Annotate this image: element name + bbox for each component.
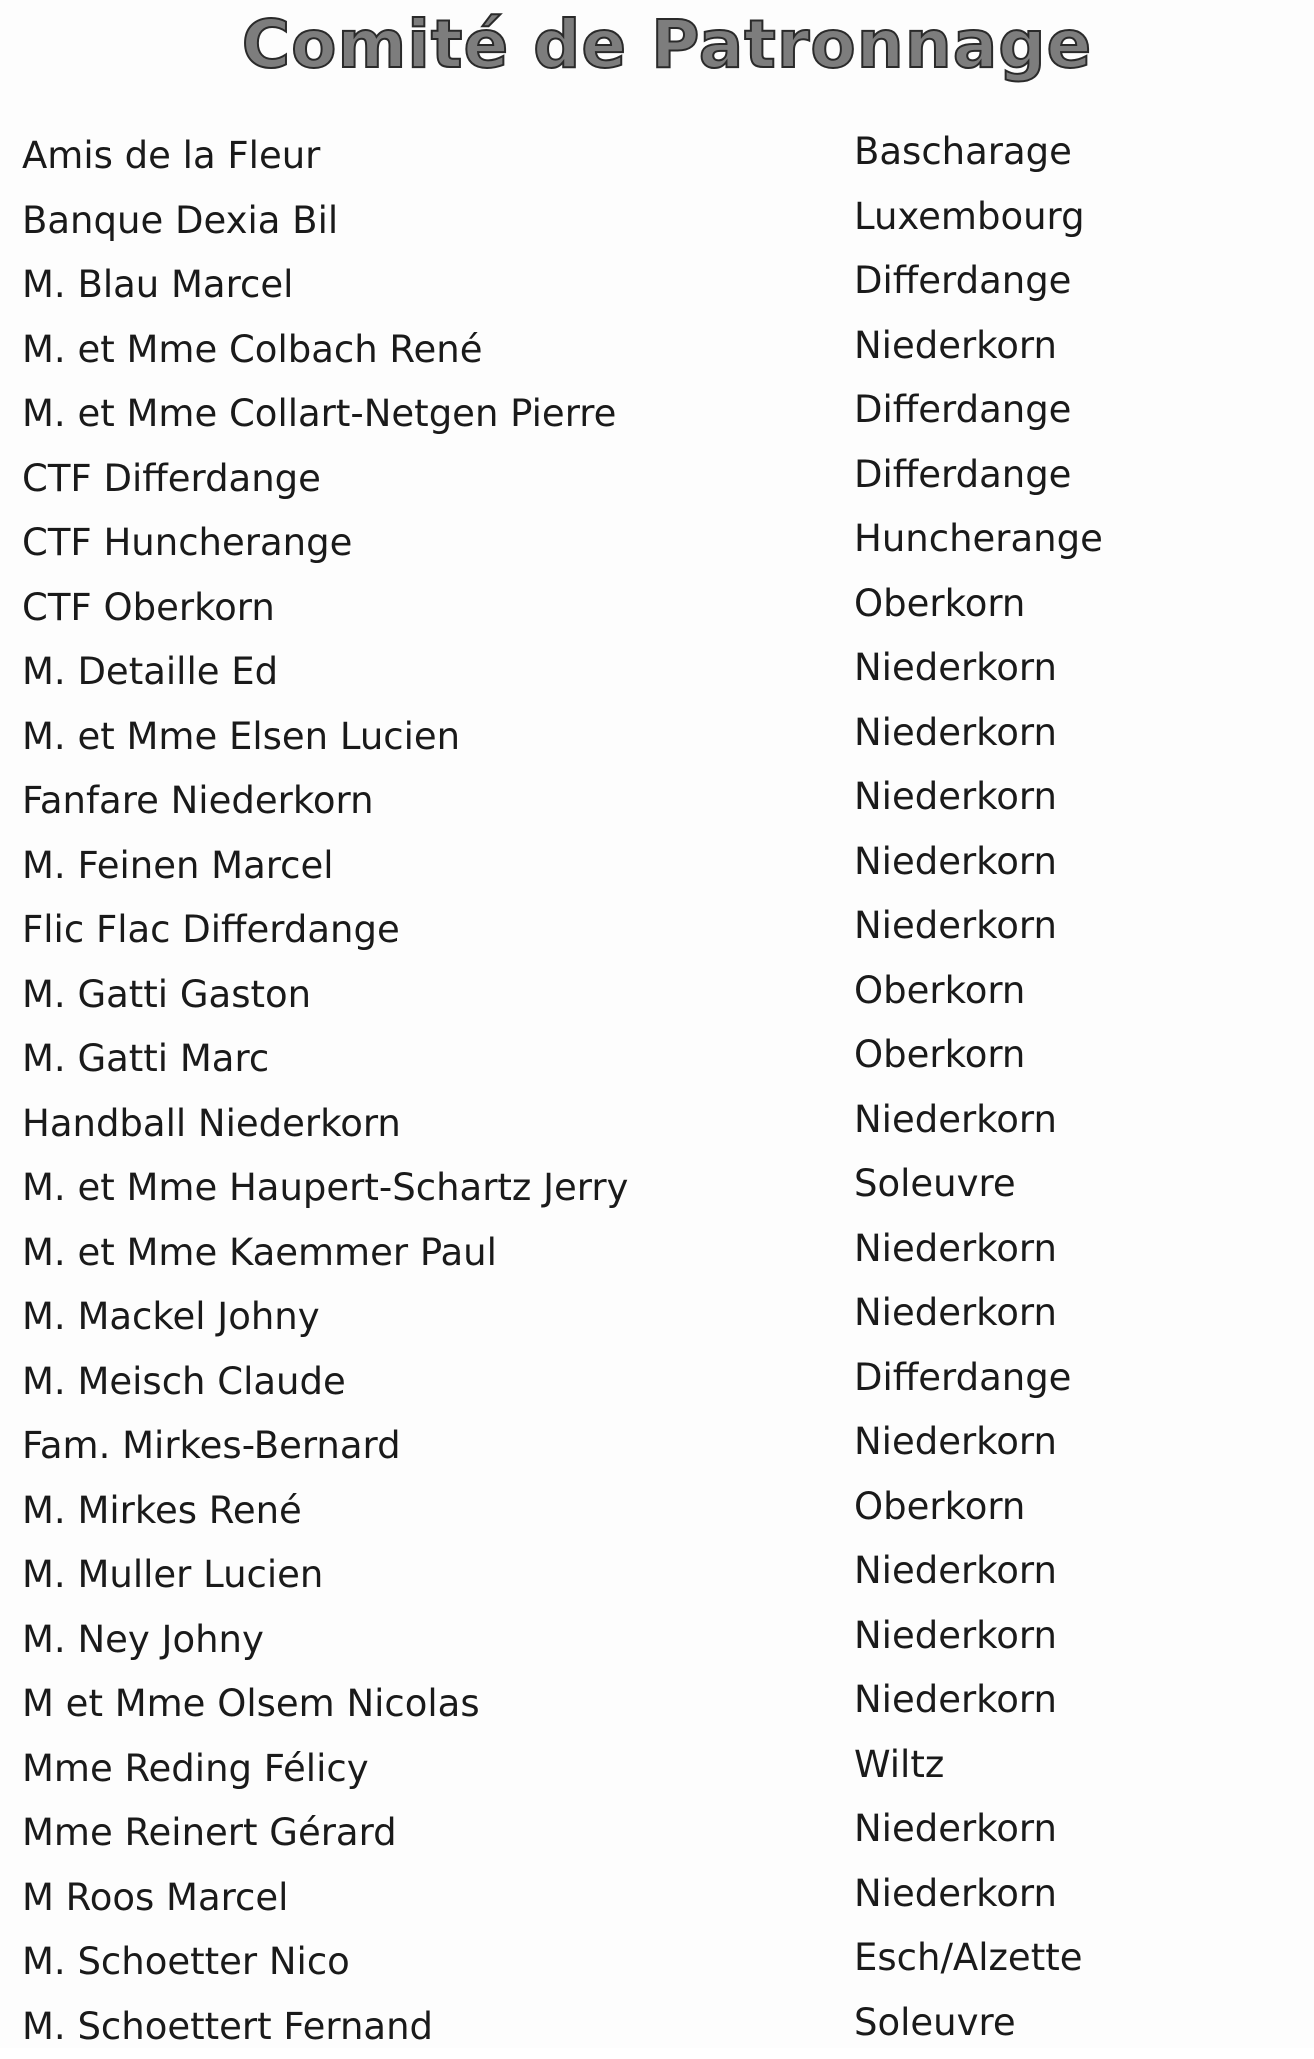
patron-city: Soleuvre xyxy=(854,1152,1016,1217)
patron-name: Handball Niederkorn xyxy=(22,1092,401,1157)
patron-city: Niederkorn xyxy=(854,1668,1057,1733)
patron-name: Fam. Mirkes-Bernard xyxy=(22,1414,401,1479)
page-title-text: Comité de Patronnage xyxy=(242,6,1093,83)
patron-name: Mme Reinert Gérard xyxy=(22,1801,397,1866)
patron-city: Niederkorn xyxy=(854,1410,1057,1475)
patron-city: Niederkorn xyxy=(854,1539,1057,1604)
patron-name: Fanfare Niederkorn xyxy=(22,769,374,834)
patron-name: Flic Flac Differdange xyxy=(22,898,400,963)
patron-city: Luxembourg xyxy=(854,185,1085,250)
list-item xyxy=(22,1737,1292,1802)
patron-city: Bascharage xyxy=(854,120,1072,185)
list-item xyxy=(22,1221,1292,1286)
patron-city: Niederkorn xyxy=(854,1281,1057,1346)
patron-name: CTF Oberkorn xyxy=(22,576,275,641)
patron-name: M. Detaille Ed xyxy=(22,640,278,705)
list-item xyxy=(22,1092,1292,1157)
list-item xyxy=(22,1027,1292,1092)
patron-city: Oberkorn xyxy=(854,959,1025,1024)
list-item xyxy=(22,705,1292,770)
patron-name: M. et Mme Elsen Lucien xyxy=(22,705,460,770)
patron-name: CTF Huncherange xyxy=(22,511,352,576)
list-item xyxy=(22,963,1292,1028)
patron-name: M Roos Marcel xyxy=(22,1866,288,1931)
patron-name: M. et Mme Haupert-Schartz Jerry xyxy=(22,1156,628,1221)
patron-name: M et Mme Olsem Nicolas xyxy=(22,1672,480,1737)
patron-city: Niederkorn xyxy=(854,1088,1057,1153)
patron-name: M. Gatti Marc xyxy=(22,1027,269,1092)
list-item xyxy=(22,189,1292,254)
list-item xyxy=(22,318,1292,383)
list-item xyxy=(22,1350,1292,1415)
patron-name: M. Schoetter Nico xyxy=(22,1930,350,1995)
patron-city: Niederkorn xyxy=(854,701,1057,766)
list-item xyxy=(22,1672,1292,1737)
patron-name: Amis de la Fleur xyxy=(22,124,320,189)
patron-city: Niederkorn xyxy=(854,1797,1057,1862)
patron-city: Niederkorn xyxy=(854,1862,1057,1927)
list-item xyxy=(22,447,1292,512)
patron-city: Niederkorn xyxy=(854,894,1057,959)
list-item xyxy=(22,769,1292,834)
patron-name: M. Mackel Johny xyxy=(22,1285,320,1350)
patron-city: Niederkorn xyxy=(854,1217,1057,1282)
patron-city: Niederkorn xyxy=(854,636,1057,701)
patron-city: Differdange xyxy=(854,378,1071,443)
patron-name: M. Mirkes René xyxy=(22,1479,302,1544)
page-title xyxy=(0,6,1314,83)
patron-name: M. Meisch Claude xyxy=(22,1350,346,1415)
patron-name: Banque Dexia Bil xyxy=(22,189,338,254)
patron-city: Oberkorn xyxy=(854,572,1025,637)
patron-city: Differdange xyxy=(854,443,1071,508)
list-item xyxy=(22,1801,1292,1866)
list-item xyxy=(22,640,1292,705)
patron-name: M. Feinen Marcel xyxy=(22,834,334,899)
patron-city: Huncherange xyxy=(854,507,1103,572)
patron-name: M. Muller Lucien xyxy=(22,1543,323,1608)
list-item xyxy=(22,1543,1292,1608)
patron-name: M. et Mme Colbach René xyxy=(22,318,482,383)
list-item xyxy=(22,1930,1292,1995)
patron-city: Differdange xyxy=(854,249,1071,314)
patron-city: Niederkorn xyxy=(854,830,1057,895)
patron-name: M. Ney Johny xyxy=(22,1608,264,1673)
patron-name: Mme Reding Félicy xyxy=(22,1737,369,1802)
list-item xyxy=(22,382,1292,447)
list-item xyxy=(22,124,1292,189)
patron-city: Oberkorn xyxy=(854,1475,1025,1540)
patron-city: Wiltz xyxy=(854,1733,944,1798)
patron-city: Differdange xyxy=(854,1346,1071,1411)
list-item xyxy=(22,576,1292,641)
list-item xyxy=(22,511,1292,576)
list-item xyxy=(22,1479,1292,1544)
list-item xyxy=(22,1608,1292,1673)
patron-city: Niederkorn xyxy=(854,314,1057,379)
list-item xyxy=(22,1414,1292,1479)
patron-name: M. Blau Marcel xyxy=(22,253,293,318)
list-item xyxy=(22,1866,1292,1931)
patron-name: M. et Mme Collart-Netgen Pierre xyxy=(22,382,616,447)
list-item xyxy=(22,253,1292,318)
patron-city: Soleuvre xyxy=(854,1991,1016,2056)
patron-list xyxy=(22,124,1292,2059)
patron-name: M. Gatti Gaston xyxy=(22,963,311,1028)
list-item xyxy=(22,834,1292,899)
list-item xyxy=(22,1995,1292,2059)
list-item xyxy=(22,1285,1292,1350)
patron-name: CTF Differdange xyxy=(22,447,321,512)
list-item xyxy=(22,1156,1292,1221)
patron-city: Esch/Alzette xyxy=(854,1926,1082,1991)
patron-name: M. Schoettert Fernand xyxy=(22,1995,433,2059)
patron-city: Oberkorn xyxy=(854,1023,1025,1088)
list-item xyxy=(22,898,1292,963)
patron-name: M. et Mme Kaemmer Paul xyxy=(22,1221,497,1286)
patron-city: Niederkorn xyxy=(854,765,1057,830)
patron-city: Niederkorn xyxy=(854,1604,1057,1669)
